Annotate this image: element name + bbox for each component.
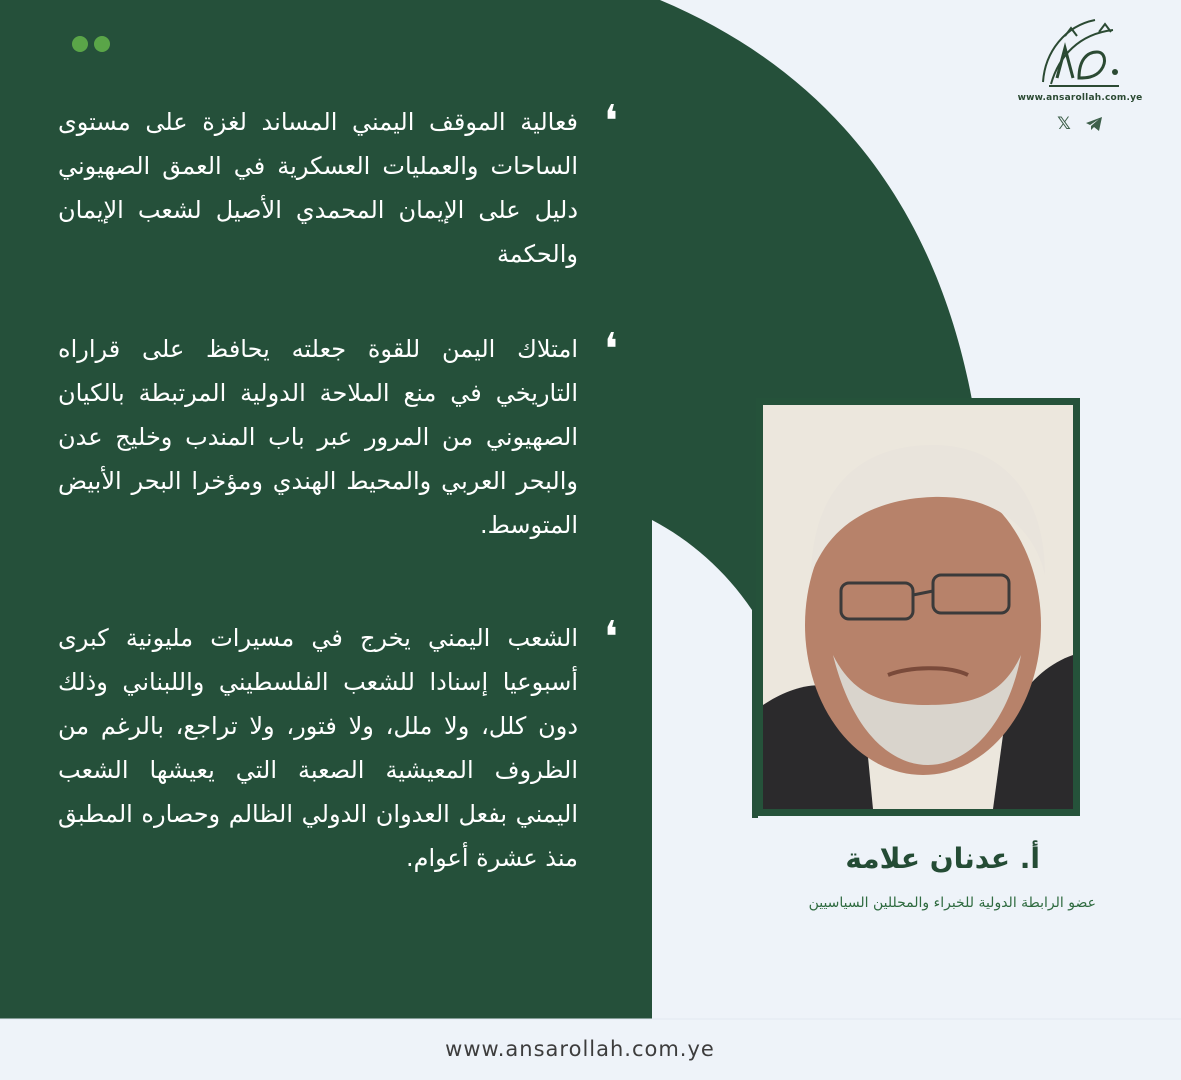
social-icons: [1057, 115, 1103, 133]
logo-url: www.ansarollah.com.ye: [1017, 93, 1143, 103]
light-arc: [652, 520, 752, 1019]
quote-text-1: فعالية الموقف اليمني المساند لغزة على مستوى الساحات والعمليات العسكرية في العمق الصهيوني دليل على الإيمان المحمدي الأصيل لشعب الإيمان والحكمة: [58, 108, 578, 268]
quote-text-2: امتلاك اليمن للقوة جعلته يحافظ على قراراه التاريخي في منع الملاحة الدولية المرتبطة بالكيان الصهيوني من المرور عبر باب المندب وخليج عدن والبحر العربي والمحيط الهندي ومؤخرا البحر الأبيض المتوسط.: [58, 335, 578, 539]
footer-url[interactable]: www.ansarollah.com.ye: [445, 1037, 715, 1061]
speaker-title: عضو الرابطة الدولية للخبراء والمحللين السياسيين: [808, 895, 1096, 911]
quote-text-3: الشعب اليمني يخرج في مسيرات مليونية كبرى أسبوعيا إسنادا للشعب الفلسطيني واللبناني وذلك دون كلل، ولا ملل، ولا فتور، ولا تراجع، بالرغم من الظروف المعيشية الصعبة التي يعيشها الشعب اليمني بفعل العدوان الدولي الظالم وحصاره المطبق منذ عشرة أعوام.: [58, 624, 578, 872]
decorative-dots: [72, 36, 110, 52]
quote-mark-icon: ❛: [603, 324, 619, 375]
dot: [94, 36, 110, 52]
ansarollah-logo-icon: [1035, 12, 1125, 92]
dot: [72, 36, 88, 52]
speaker-photo: [763, 405, 1073, 809]
quote-mark-icon: ❛: [603, 612, 619, 663]
speaker-name: أ. عدنان علامة: [845, 842, 1040, 875]
telegram-icon[interactable]: [1085, 116, 1103, 132]
x-icon[interactable]: 𝕏: [1057, 114, 1071, 134]
quote-mark-icon: ❛: [603, 96, 619, 147]
speaker-photo-frame: [756, 398, 1080, 816]
logo: [1017, 12, 1143, 144]
